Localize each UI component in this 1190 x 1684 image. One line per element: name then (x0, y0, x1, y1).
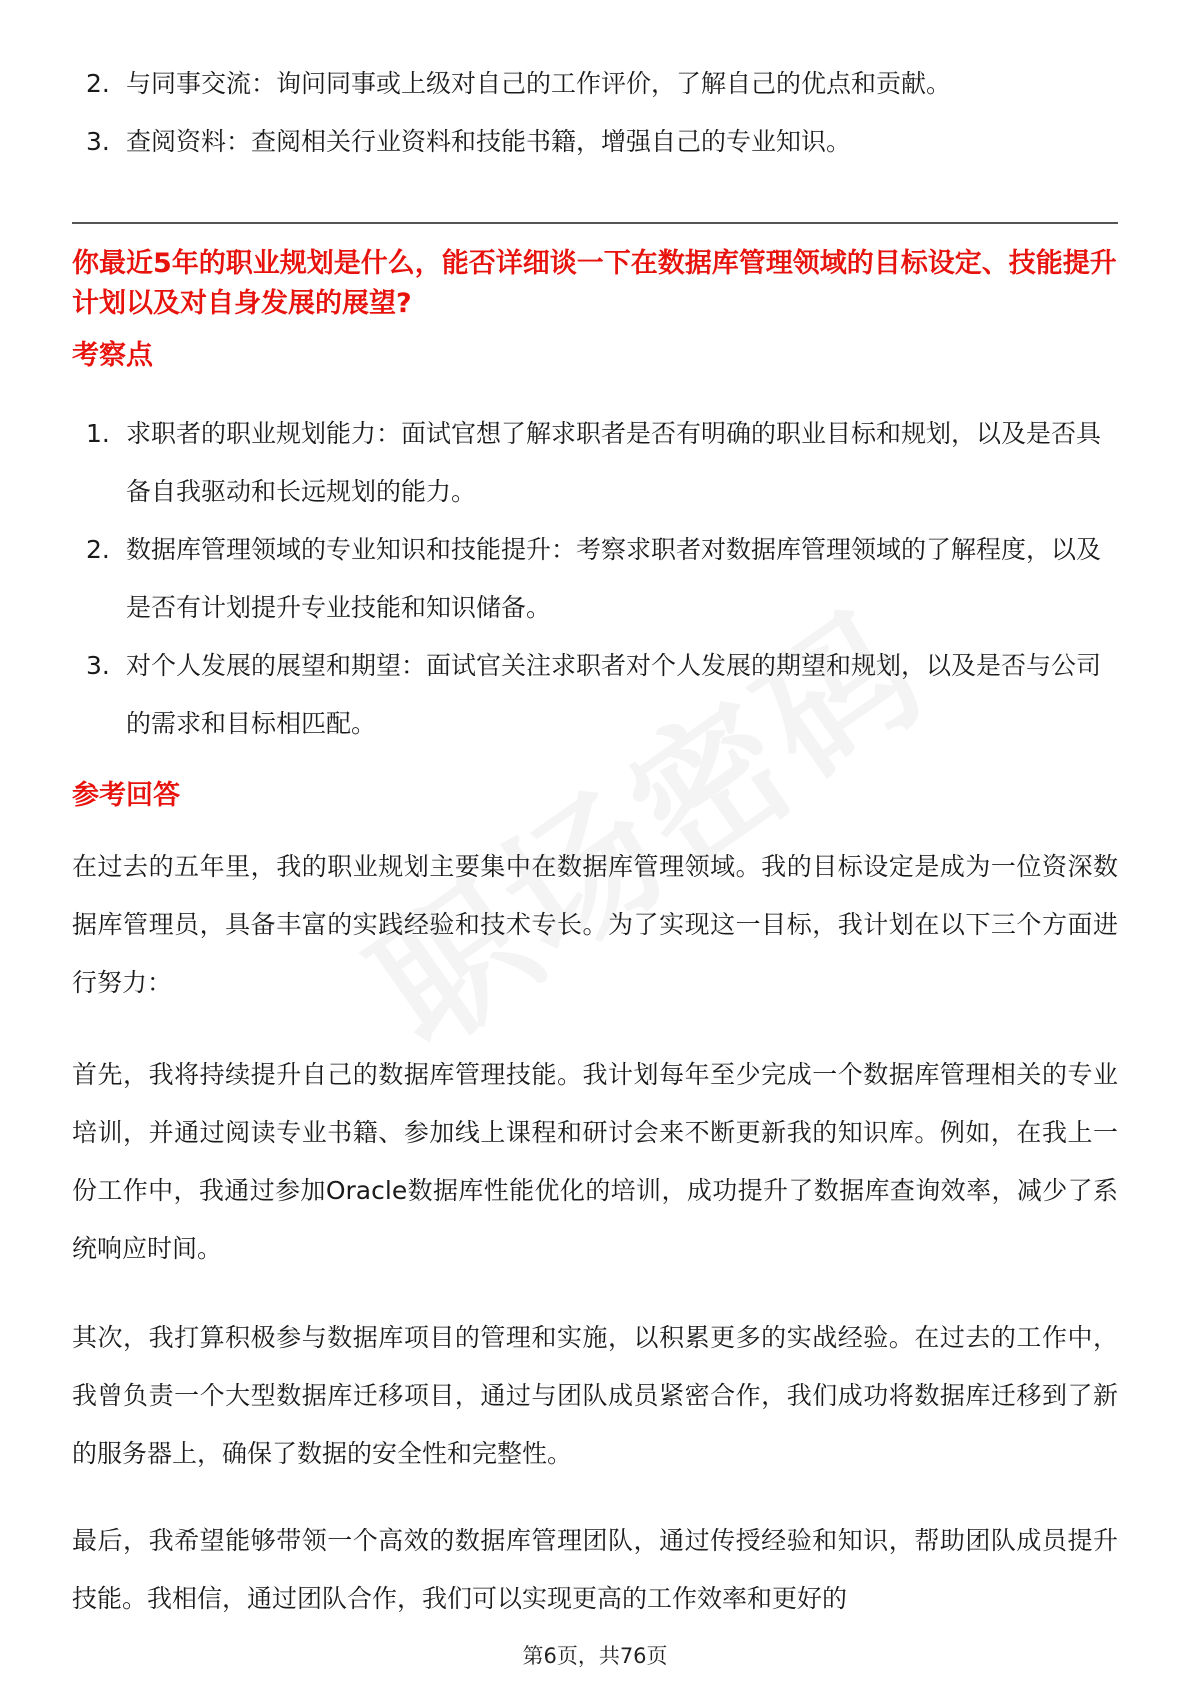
list-number: 2. (86, 69, 110, 98)
list-number: 3. (86, 127, 110, 156)
list-text: 查阅资料：查阅相关行业资料和技能书籍，增强自己的专业知识。 (126, 127, 852, 156)
section-divider (72, 222, 1118, 224)
list-text: 求职者的职业规划能力：面试官想了解求职者是否有明确的职业目标和规划，以及是否具备自我驱动和长远规划的能力。 (126, 419, 1102, 506)
list-number: 3. (86, 651, 110, 680)
list-number: 2. (86, 535, 110, 564)
list-text: 对个人发展的展望和期望：面试官关注求职者对个人发展的期望和规划，以及是否与公司的需求和目标相匹配。 (126, 651, 1102, 738)
kcd-list (72, 405, 1118, 753)
answer-paragraph: 首先，我将持续提升自己的数据库管理技能。我计划每年至少完成一个数据库管理相关的专业培训，并通过阅读专业书籍、参加线上课程和研讨会来不断更新我的知识库。例如，在我上一份工作中，我通过参加Oracle数据库性能优化的培训，成功提升了数据库查询效率，减少了系统响应时间。 (72, 1060, 1118, 1263)
previous-list (72, 55, 1118, 171)
kcd-heading: 考察点 (72, 340, 153, 371)
list-item (72, 55, 1118, 113)
answer-heading: 参考回答 (72, 780, 180, 811)
list-item (72, 113, 1118, 171)
answer-paragraph: 在过去的五年里，我的职业规划主要集中在数据库管理领域。我的目标设定是成为一位资深数据库管理员，具备丰富的实践经验和技术专长。为了实现这一目标，我计划在以下三个方面进行努力： (72, 852, 1118, 997)
list-text: 数据库管理领域的专业知识和技能提升：考察求职者对数据库管理领域的了解程度，以及是否有计划提升专业技能和知识储备。 (126, 535, 1102, 622)
list-text: 与同事交流：询问同事或上级对自己的工作评价，了解自己的优点和贡献。 (126, 69, 952, 98)
question-heading: 你最近5年的职业规划是什么，能否详细谈一下在数据库管理领域的目标设定、技能提升计划以及对自身发展的展望? (72, 248, 1117, 319)
page-number: 第6页，共76页 (522, 1644, 668, 1668)
answer-paragraph: 最后，我希望能够带领一个高效的数据库管理团队，通过传授经验和知识，帮助团队成员提升技能。我相信，通过团队合作，我们可以实现更高的工作效率和更好的 (72, 1526, 1118, 1613)
list-item (72, 521, 1118, 637)
list-item (72, 405, 1118, 521)
answer-paragraph: 其次，我打算积极参与数据库项目的管理和实施，以积累更多的实战经验。在过去的工作中，我曾负责一个大型数据库迁移项目，通过与团队成员紧密合作，我们成功将数据库迁移到了新的服务器上，确保了数据的安全性和完整性。 (72, 1323, 1118, 1468)
list-item (72, 637, 1118, 753)
list-number: 1. (86, 419, 110, 448)
